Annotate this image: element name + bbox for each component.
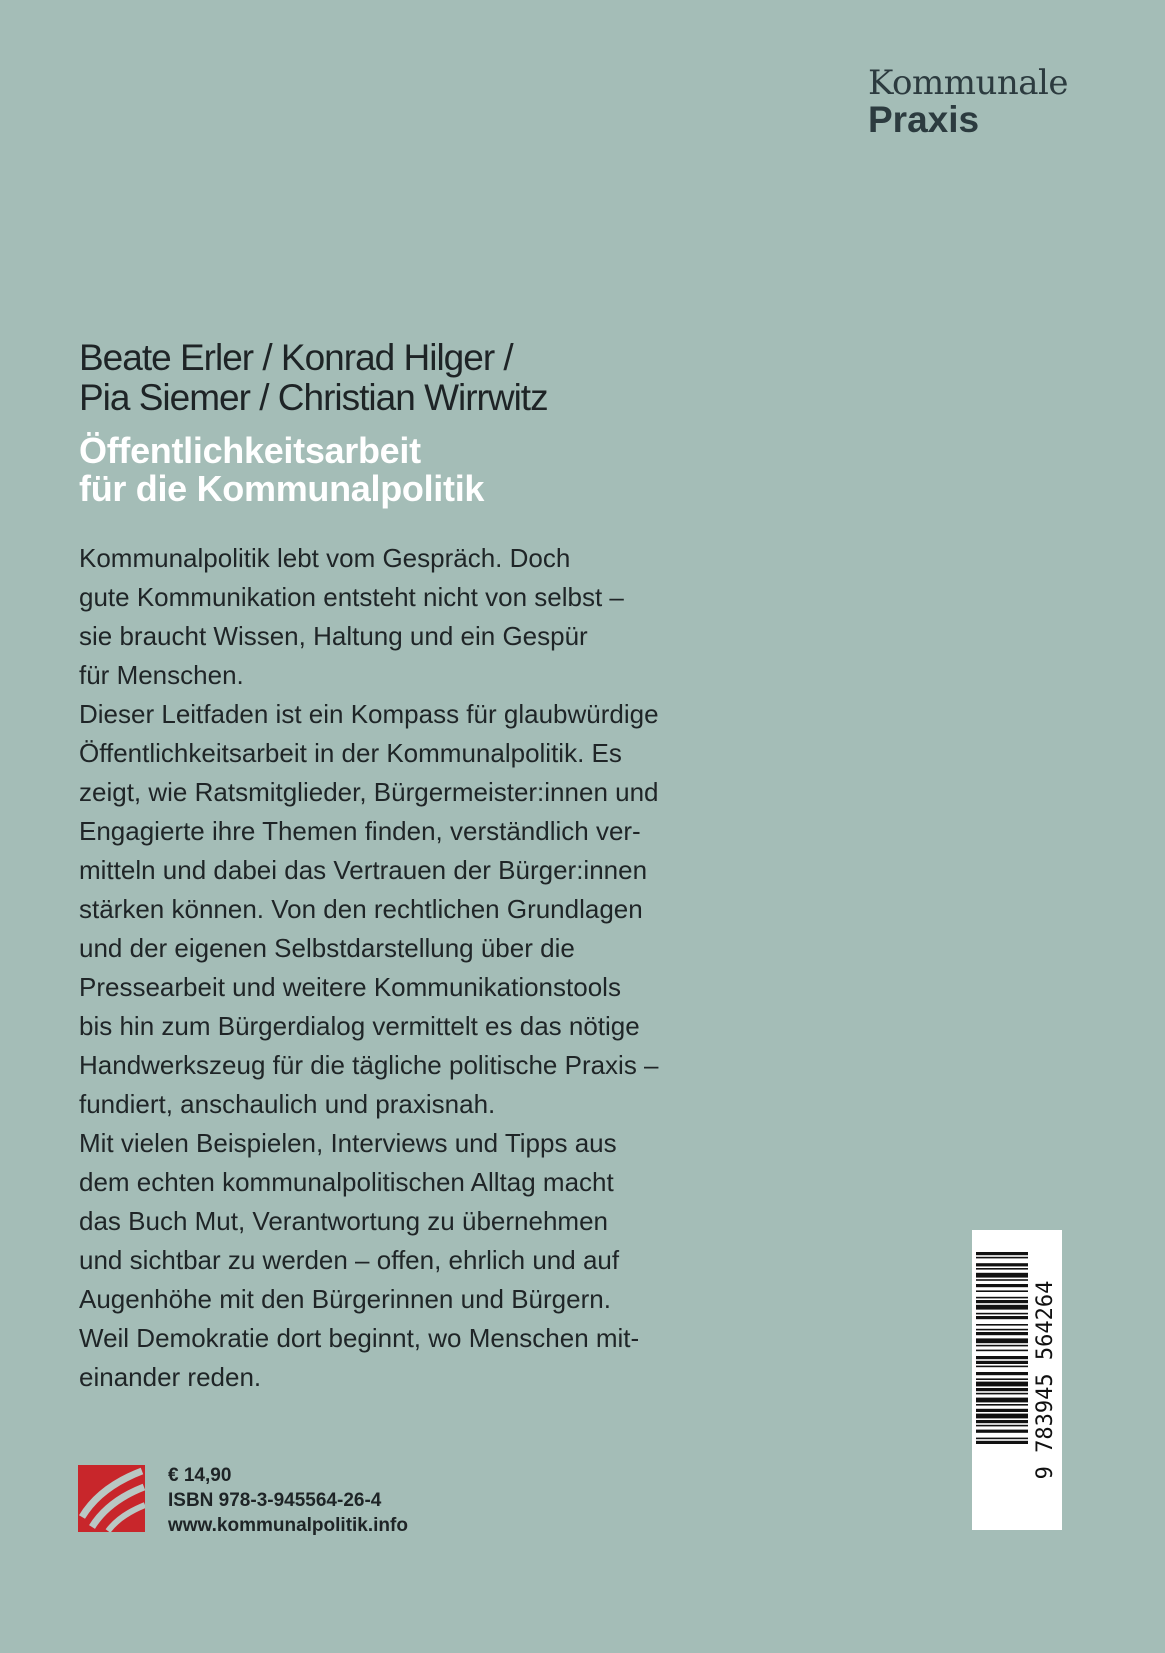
barcode-bar [976,1263,1028,1266]
book-title-line: für die Kommunalpolitik [79,468,485,509]
publisher-logo-icon [78,1465,145,1532]
barcode-bar [976,1324,1028,1326]
barcode-bar [976,1420,1028,1423]
blurb-line: fundiert, anschaulich und praxisnah. [79,1089,496,1119]
barcode-bar [976,1372,1028,1375]
series-logo [868,63,1068,140]
barcode-bar [976,1361,1028,1364]
blurb-line: bis hin zum Bürgerdialog vermittelt es das nötige [79,1011,640,1041]
barcode-bar [976,1279,1028,1281]
barcode-bar [976,1300,1028,1303]
blurb-line: mitteln und dabei das Vertrauen der Bürger:innen [79,855,648,885]
price: € 14,90 [168,1465,232,1486]
blurb-line: Öffentlichkeitsarbeit in der Kommunalpolitik. Es [79,738,622,768]
authors-line: Pia Siemer / Christian Wirrwitz [79,377,548,418]
authors-line: Beate Erler / Konrad Hilger / [79,337,513,378]
barcode-bar [976,1329,1028,1331]
book-info [168,1463,408,1538]
barcode-bar [976,1332,1028,1335]
blurb-line: stärken können. Von den rechtlichen Grundlagen [79,894,643,924]
barcode-bar [976,1252,1028,1255]
blurb-line: dem echten kommunalpolitischen Alltag macht [79,1167,614,1197]
barcode-bar [976,1398,1028,1403]
barcode-bar [976,1284,1028,1287]
blurb-line: Dieser Leitfaden ist ein Kompass für glaubwürdige [79,699,659,729]
blurb-line: gute Kommunikation entsteht nicht von selbst – [79,582,624,612]
blurb-line: einander reden. [79,1362,262,1392]
barcode-bar [976,1366,1028,1368]
blurb-line: Engagierte ihre Themen finden, verständlich ver- [79,816,641,846]
authors [79,338,548,418]
barcode-bar [976,1388,1028,1391]
blurb-line: Handwerkszeug für die tägliche politische Praxis – [79,1050,659,1080]
barcode-bar [976,1316,1028,1319]
barcode [972,1230,1062,1530]
barcode-bar [976,1313,1028,1315]
barcode-bar [976,1378,1028,1380]
barcode-bar [976,1268,1028,1270]
series-name-line2: Praxis [868,99,980,140]
barcode-bar [976,1297,1028,1299]
barcode-bar [976,1438,1028,1440]
barcode-bar [976,1425,1028,1427]
blurb-line: Weil Demokratie dort beginnt, wo Menschen mit- [79,1323,640,1353]
barcode-bar [976,1382,1028,1387]
barcode-digits: 9 783945 564264 [1033,1280,1058,1480]
barcode-bar [976,1345,1028,1347]
barcode-bar [976,1430,1028,1433]
website-link[interactable]: www.kommunalpolitik.info [168,1515,408,1536]
barcode-bar [976,1305,1028,1310]
barcode-bar [976,1441,1028,1444]
blurb-line: Pressearbeit und weitere Kommunikationstools [79,972,621,1002]
blurb-line: und der eigenen Selbstdarstellung über die [79,933,575,963]
blurb-line: Augenhöhe mit den Bürgerinnen und Bürgern. [79,1284,611,1314]
blurb-line: und sichtbar zu werden – offen, ehrlich und auf [79,1245,620,1275]
blurb-line: Kommunalpolitik lebt vom Gespräch. Doch [79,543,571,573]
barcode-bar [976,1350,1028,1352]
barcode-bar [976,1356,1028,1359]
barcode-bar [976,1404,1028,1406]
book-title [79,432,484,508]
series-name-line1: Kommunale [868,63,1068,103]
barcode-bar [976,1338,1028,1343]
barcode-bars [972,1230,1062,1530]
barcode-bar [976,1273,1028,1278]
blurb-line: zeigt, wie Ratsmitglieder, Bürgermeister:innen und [79,777,659,807]
blurb-line: das Buch Mut, Verantwortung zu übernehmen [79,1206,608,1236]
barcode-bar [976,1409,1028,1412]
barcode-bar [976,1257,1028,1259]
book-title-line: Öffentlichkeitsarbeit [79,430,421,471]
blurb-text [79,539,719,1397]
barcode-bar [976,1393,1028,1395]
isbn: ISBN 978-3-945564-26-4 [168,1490,382,1511]
blurb-line: sie braucht Wissen, Haltung und ein Gespür [79,621,588,651]
barcode-bar [976,1290,1028,1292]
blurb-line: für Menschen. [79,660,244,690]
barcode-bar [976,1414,1028,1419]
blurb-line: Mit vielen Beispielen, Interviews und Tipps aus [79,1128,617,1158]
